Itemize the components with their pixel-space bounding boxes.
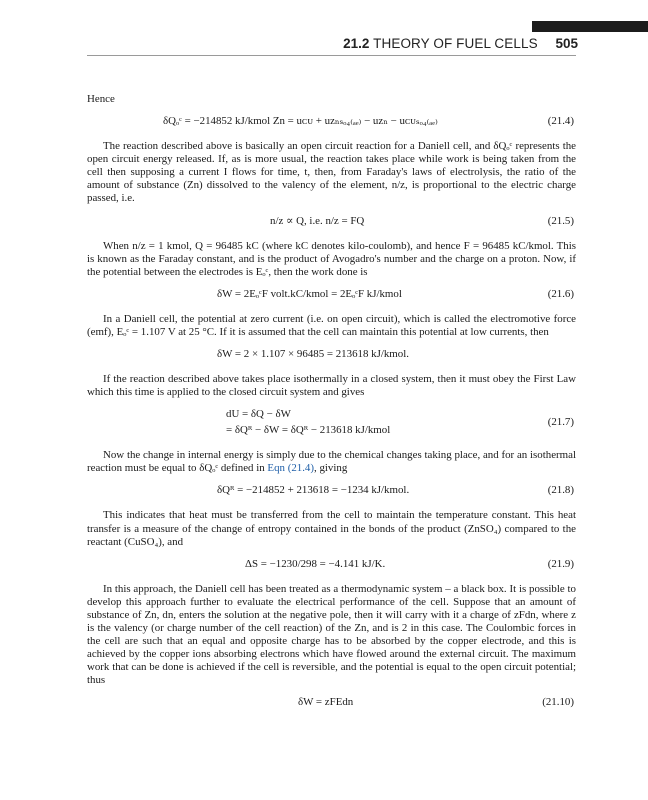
equation-expression: δW = zFEdn — [298, 696, 354, 709]
header-rule — [87, 55, 576, 56]
equation-21-7 — [87, 408, 576, 440]
paragraph-text: Now the change in internal energy is simply due to the chemical changes taking place, and for an isothermal reaction must be equal to δQₒᶜ defined in — [87, 449, 576, 475]
equation-number: (21.4) — [547, 115, 574, 128]
running-header — [343, 36, 578, 51]
equation-21-10 — [87, 696, 576, 712]
equation-number: (21.7) — [547, 416, 574, 429]
equation-reference-link[interactable]: Eqn (21.4) — [267, 462, 314, 475]
equation-number: (21.9) — [547, 557, 574, 570]
equation-line-1: dU = δQ − δW — [226, 408, 291, 421]
paragraph: In this approach, the Daniell cell has been treated as a thermodynamic system – a black box. It is possible to develop this approach further to evaluate the electrical performance of the cell. Suppose that an amount of substance of Zn, dn, enters the solution at the negative pole, then it will carry with it a charge of zFdn, where z is the valency (or charge number of the cell reaction) of the Zn, and is 2 in this case. The Coulombic forces in the cell are such that an equal and opposite charge has to be absorbed by the copper electrode, and this is achieved by the copper ions absorbing electrons which have flowed around the external circuit. The maximum work that can be done is achieved if the cell is reversible, and the potential is equal to the open circuit potential; thus — [87, 582, 576, 687]
equation-21-6 — [87, 288, 576, 304]
section-number: 21.2 — [343, 36, 370, 51]
equation-21-4 — [87, 115, 576, 131]
equation-21-8 — [87, 484, 576, 500]
equation-number: (21.10) — [542, 696, 574, 709]
page-body — [87, 93, 576, 721]
equation-21-9 — [87, 558, 576, 574]
equation-expression: δQₒᶜ = −214852 kJ/kmol Zn = uᴄᴜ + uᴢₙₛₒ₄₍ₐₑ₎ − uᴢₙ − uᴄᴜₛₒ₄₍ₐₑ₎ — [163, 115, 438, 128]
equation-expression: δW = 2EₒᶜF volt.kC/kmol = 2EₒᶜF kJ/kmol — [217, 287, 402, 300]
equation-line-2: = δQᴿ − δW = δQᴿ − 213618 kJ/kmol — [226, 424, 391, 437]
paragraph — [87, 449, 576, 475]
equation-number: (21.6) — [547, 287, 574, 300]
page-number: 505 — [555, 36, 578, 51]
equation-expression: δW = 2 × 1.107 × 96485 = 213618 kJ/kmol. — [217, 348, 409, 361]
intro-text: Hence — [87, 93, 115, 105]
paragraph: This indicates that heat must be transferred from the cell to maintain the temperature constant. This heat transfer is a measure of the change of entropy contained in the bonds of the product (ZnSO₄) compared to the reactant (CuSO₄), and — [87, 509, 576, 548]
equation-number: (21.8) — [547, 484, 574, 497]
equation-expression: ΔS = −1230/298 = −4.141 kJ/K. — [245, 557, 386, 570]
paragraph: When n/z = 1 kmol, Q = 96485 kC (where kC denotes kilo-coulomb), and hence F = 96485 kC/kmol. This is known as the Faraday constant, and is the product of Avogadro's number and the charge on a proton. Now, if the potential between the electrodes is Eₒᶜ, then the work done is — [87, 239, 576, 278]
paragraph: If the reaction described above takes place isothermally in a closed system, then it must obey the First Law which this time is applied to the closed circuit system and gives — [87, 373, 576, 399]
header-bar-decoration — [532, 21, 648, 32]
equation-expression: n/z ∝ Q, i.e. n/z = FQ — [270, 214, 365, 227]
equation-expression: δQᴿ = −214852 + 213618 = −1234 kJ/kmol. — [217, 484, 410, 497]
equation-21-5 — [87, 215, 576, 231]
equation-number: (21.5) — [547, 214, 574, 227]
paragraph: In a Daniell cell, the potential at zero current (i.e. on open circuit), which is called the electromotive force (emf), Eₒᶜ = 1.107 V at 25 °C. If it is assumed that the cell can maintain this potential at low currents, then — [87, 312, 576, 338]
equation-work — [87, 348, 576, 364]
paragraph: The reaction described above is basically an open circuit reaction for a Daniell cell, and δQₒᶜ represents the open circuit energy released. If, as is more usual, the reaction takes place while work is being taken from the cell then supposing a current I flows for time, t, then, from Faraday's laws of electrolysis, the ratio of the amount of substance (Zn) dissolved to the valency of the element, n/z, is proportional to the electric charge passed, i.e. — [87, 140, 576, 205]
paragraph-text: , giving — [314, 462, 348, 475]
section-title: THEORY OF FUEL CELLS — [373, 36, 538, 51]
